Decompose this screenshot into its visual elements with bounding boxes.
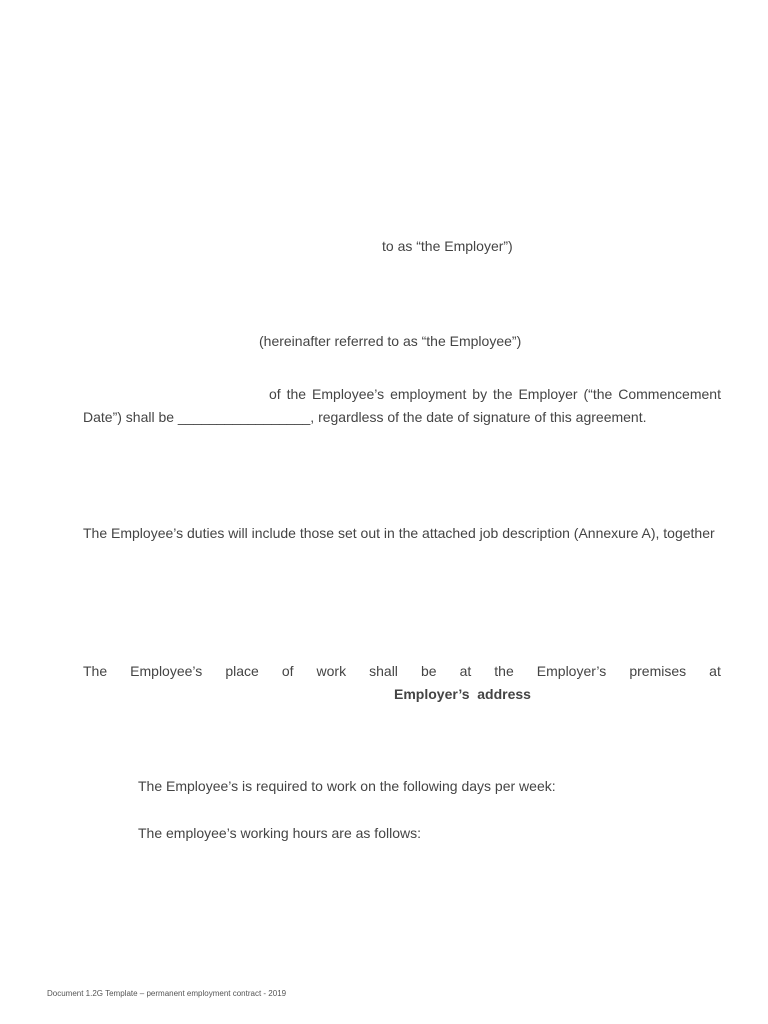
commencement-line-2: Date”) shall be _________________, regardless of the date of signature of this agreement. xyxy=(83,409,647,425)
word: Employer xyxy=(518,386,578,402)
word: at xyxy=(709,663,721,679)
word: be xyxy=(420,663,437,679)
word: Employee’s xyxy=(312,386,385,402)
page-footer: Document 1.2G Template – permanent employment contract - 2019 xyxy=(47,989,287,998)
word: employment xyxy=(390,386,467,402)
duties-clause: The Employee’s duties will include those set out in the attached job description (Annexure A), together xyxy=(83,525,715,541)
word: of xyxy=(269,386,281,402)
place-of-work-line-1 xyxy=(83,662,721,680)
employee-definition-fragment: (hereinafter referred to as “the Employee”) xyxy=(259,333,522,349)
commencement-line-1 xyxy=(269,385,721,403)
working-days-clause: The Employee’s is required to work on the following days per week: xyxy=(138,778,556,794)
word: The xyxy=(83,663,108,679)
employer-definition-fragment: to as “the Employer”) xyxy=(382,238,513,254)
word: work xyxy=(316,663,347,679)
word: (“the xyxy=(583,386,613,402)
word: the xyxy=(493,386,513,402)
word: premises xyxy=(629,663,687,679)
working-hours-clause: The employee’s working hours are as follows: xyxy=(138,825,421,841)
word: shall xyxy=(369,663,398,679)
word: Commencement xyxy=(618,386,721,402)
word: place xyxy=(225,663,259,679)
word: by xyxy=(472,386,488,402)
word: the xyxy=(494,663,514,679)
word: at xyxy=(459,663,472,679)
word: the xyxy=(286,386,307,402)
word: Employer’s xyxy=(536,663,607,679)
employer-address-placeholder: Employer’s address xyxy=(394,686,531,702)
word: of xyxy=(281,663,294,679)
word: Employee’s xyxy=(130,663,203,679)
